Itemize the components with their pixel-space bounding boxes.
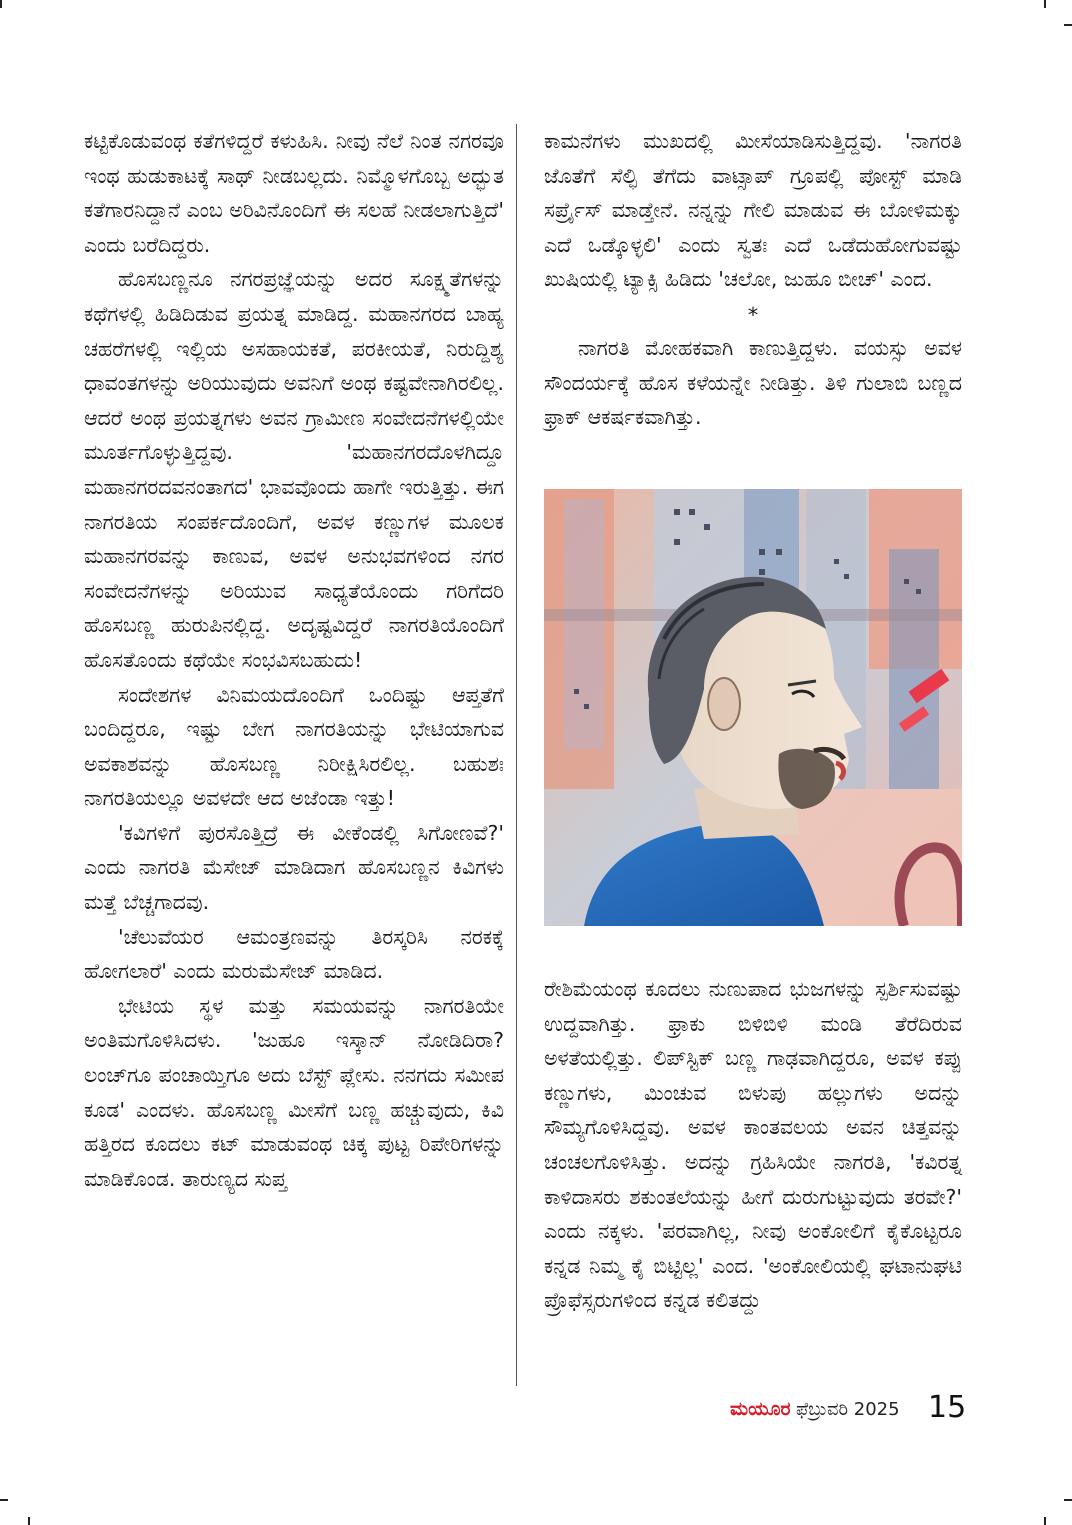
section-separator: * <box>747 302 759 327</box>
crop-mark-bottom-left <box>0 1499 8 1501</box>
crop-mark-bottom-right <box>1064 1499 1072 1501</box>
story-illustration <box>544 489 962 926</box>
paragraph: ನಾಗರತಿ ಮೋಹಕವಾಗಿ ಕಾಣುತ್ತಿದ್ದಳು. ವಯಸ್ಸು ಅವಳ ಸೌಂದರ್ಯಕ್ಕೆ ಹೊಸ ಕಳೆಯನ್ನೇ ನೀಡಿತ್ತು. ತಿಳಿ ಗುಲಾಬಿ ಬಣ್ಣದ ಫ್ರಾಕ್ ಆಕರ್ಷಕವಾಗಿತ್ತು. <box>544 335 962 430</box>
left-column <box>84 124 517 1386</box>
crop-mark-right <box>1064 24 1072 26</box>
issue-date: ಫೆಬ್ರುವರಿ 2025 <box>796 1399 900 1420</box>
crop-mark-top-right <box>1044 0 1046 8</box>
crop-mark-bottom-left-v <box>28 1517 30 1525</box>
paragraph: ಭೇಟಿಯ ಸ್ಥಳ ಮತ್ತು ಸಮಯವನ್ನು ನಾಗರತಿಯೇ ಅಂತಿಮಗೊಳಿಸಿದಳು. 'ಜುಹೂ ಇಸ್ಕಾನ್ ನೋಡಿದಿರಾ? ಲಂಚ್‌ಗೂ ಪಂಚಾಯ್ತಿಗೂ ಅದು ಬೆಸ್ಟ್ ಪ್ಲೇಸು. ನನಗದು ಸಮೀಪ ಕೂಡ' ಎಂದಳು. ಹೊಸಬಣ್ಣ ಮೀಸೆಗೆ ಬಣ್ಣ ಹಚ್ಚುವುದು, ಕಿವಿ ಹತ್ತಿರದ ಕೂದಲು ಕಟ್ ಮಾಡುವಂಥ ಚಿಕ್ಕ ಪುಟ್ಟ ರಿಪೇರಿಗಳನ್ನು ಮಾಡಿಕೊಂಡ. ತಾರುಣ್ಯದ ಸುಪ್ತ <box>84 993 504 1191</box>
paragraph: ಸಂದೇಶಗಳ ವಿನಿಮಯದೊಂದಿಗೆ ಒಂದಿಷ್ಟು ಆಪ್ತತೆಗೆ ಬಂದಿದ್ದರೂ, ಇಷ್ಟು ಬೇಗ ನಾಗರತಿಯನ್ನು ಭೇಟಿಯಾಗುವ ಅವಕಾಶವನ್ನು ಹೊಸಬಣ್ಣ ನಿರೀಕ್ಷಿಸಿರಲಿಲ್ಲ. ಬಹುಶಃ ನಾಗರತಿಯಲ್ಲೂ ಅವಳದೇ ಆದ ಅಜೆಂಡಾ ಇತ್ತು! <box>84 682 504 811</box>
page-number: 15 <box>928 1390 967 1425</box>
paragraph: ರೇಶಿಮೆಯಂಥ ಕೂದಲು ನುಣುಪಾದ ಭುಜಗಳನ್ನು ಸ್ಪರ್ಶಿಸುವಷ್ಟು ಉದ್ದವಾಗಿತ್ತು. ಫ್ರಾಕು ಬಿಳಿಬಿಳಿ ಮಂಡಿ ತೆರೆದಿರುವ ಅಳತೆಯಲ್ಲಿತ್ತು. ಲಿಪ್‌ಸ್ಟಿಕ್ ಬಣ್ಣ ಗಾಢವಾಗಿದ್ದರೂ, ಅವಳ ಕಪ್ಪು ಕಣ್ಣುಗಳು, ಮಿಂಚುವ ಬಿಳುಪು ಹಲ್ಲುಗಳು ಅದನ್ನು ಸೌಮ್ಯಗೊಳಿಸಿದ್ದವು. ಅವಳ ಕಾಂತವಲಯ ಅವನ ಚಿತ್ತವನ್ನು ಚಂಚಲಗೊಳಿಸಿತ್ತು. ಅದನ್ನು ಗ್ರಹಿಸಿಯೇ ನಾಗರತಿ, 'ಕವಿರತ್ನ ಕಾಳಿದಾಸರು ಶಕುಂತಲೆಯನ್ನು ಹೀಗೆ ದುರುಗುಟ್ಟುವುದು ತರವೇ?' ಎಂದು ನಕ್ಕಳು. 'ಪರವಾಗಿಲ್ಲ, ನೀವು ಅಂಕೋಲಿಗೆ ಕೈಕೊಟ್ಟರೂ ಕನ್ನಡ ನಿಮ್ಮ ಕೈ ಬಿಟ್ಟಿಲ್ಲ' ಎಂದ. 'ಅಂಕೋಲಿಯಲ್ಲಿ ಘಟಾನುಘಟಿ ಪ್ರೊಫೆಸ್ಸರುಗಳಿಂದ ಕನ್ನಡ ಕಲಿತದ್ದು <box>544 977 962 1313</box>
page-footer <box>730 1388 970 1428</box>
paragraph: ಕಟ್ಟಿಕೊಡುವಂಥ ಕತೆಗಳಿದ್ದರೆ ಕಳುಹಿಸಿ. ನೀವು ನೆಲೆ ನಿಂತ ನಗರವೂ ಇಂಥ ಹುಡುಕಾಟಕ್ಕೆ ಸಾಥ್ ನೀಡಬಲ್ಲದು. ನಿಮ್ಮೊಳಗೊಬ್ಬ ಅದ್ಭುತ ಕತೆಗಾರನಿದ್ದಾನೆ ಎಂಬ ಅರಿವಿನೊಂದಿಗೆ ಈ ಸಲಹೆ ನೀಡಲಾಗುತ್ತಿದೆ' ಎಂದು ಬರೆದಿದ್ದರು. <box>84 129 504 257</box>
magazine-logo: ಮಯೂರ <box>730 1398 791 1420</box>
paragraph: ಕಾಮನೆಗಳು ಮುಖದಲ್ಲಿ ಮೀಸೆಯಾಡಿಸುತ್ತಿದ್ದವು. 'ನಾಗರತಿ ಜೊತೆಗೆ ಸೆಲ್ಫಿ ತೆಗೆದು ವಾಟ್ಸಾಪ್ ಗ್ರೂಪಲ್ಲಿ ಪೋಸ್ಟ್ ಮಾಡಿ ಸರ್ಪ್ರೈಸ್ ಮಾಡ್ತೇನೆ. ನನ್ನನ್ನು ಗೇಲಿ ಮಾಡುವ ಈ ಬೋಳಿಮಕ್ಕು ಎದೆ ಒಡ್ಕೊಳ್ಳಲಿ' ಎಂದು ಸ್ವತಃ ಎದೆ ಒಡೆದುಹೋಗುವಷ್ಟು ಖುಷಿಯಲ್ಲಿ ಟ್ಯಾಕ್ಸಿ ಹಿಡಿದು 'ಚಲೋ, ಜುಹೂ ಬೀಚ್' ಎಂದ. <box>544 129 962 292</box>
paragraph: 'ಚೆಲುವೆಯರ ಆಮಂತ್ರಣವನ್ನು ತಿರಸ್ಕರಿಸಿ ನರಕಕ್ಕೆ ಹೋಗಲಾರೆ' ಎಂದು ಮರುಮೆಸೇಜ್ ಮಾಡಿದ. <box>84 924 504 984</box>
paragraph: ಹೊಸಬಣ್ಣನೂ ನಗರಪ್ರಜ್ಞೆಯನ್ನು ಅದರ ಸೂಕ್ಷ್ಮತೆಗಳನ್ನು ಕಥೆಗಳಲ್ಲಿ ಹಿಡಿದಿಡುವ ಪ್ರಯತ್ನ ಮಾಡಿದ್ದ. ಮಹಾನಗರದ ಬಾಹ್ಯ ಚಹರೆಗಳಲ್ಲಿ ಇಲ್ಲಿಯ ಅಸಹಾಯಕತೆ, ಪರಕೀಯತೆ, ನಿರುದ್ದಿಶ್ಯ ಧಾವಂತಗಳನ್ನು ಅರಿಯುವುದು ಅವನಿಗೆ ಅಂಥ ಕಷ್ಟವೇನಾಗಿರಲಿಲ್ಲ. ಆದರೆ ಅಂಥ ಪ್ರಯತ್ನಗಳು ಅವನ ಗ್ರಾಮೀಣ ಸಂವೇದನೆಗಳಲ್ಲಿಯೇ ಮೂರ್ತಗೊಳ್ಳುತ್ತಿದ್ದವು. 'ಮಹಾನಗರದೊಳಗಿದ್ದೂ ಮಹಾನಗರದವನಂತಾಗದ' ಭಾವವೊಂದು ಹಾಗೇ ಇರುತ್ತಿತ್ತು. ಈಗ ನಾಗರತಿಯ ಸಂಪರ್ಕದೊಂದಿಗೆ, ಅವಳ ಕಣ್ಣುಗಳ ಮೂಲಕ ಮಹಾನಗರವನ್ನು ಕಾಣುವ, ಅವಳ ಅನುಭವಗಳಿಂದ ನಗರ ಸಂವೇದನೆಗಳನ್ನು ಅರಿಯುವ ಸಾಧ್ಯತೆಯೊಂದು ಗರಿಗೆದರಿ ಹೊಸಬಣ್ಣ ಹುರುಪಿನಲ್ಲಿದ್ದ. ಅದೃಷ್ಟವಿದ್ದರೆ ನಾಗರತಿಯೊಂದಿಗೆ ಹೊಸತೊಂದು ಕಥೆಯೇ ಸಂಭವಿಸಬಹುದು! <box>84 267 504 672</box>
crop-mark-bottom-right-v <box>1044 1517 1046 1525</box>
crop-mark-top-left <box>0 0 2 8</box>
paragraph: 'ಕವಿಗಳಿಗೆ ಪುರಸೊತ್ತಿದ್ರೆ ಈ ವೀಕೆಂಡಲ್ಲಿ ಸಿಗೋಣವೆ?' ಎಂದು ನಾಗರತಿ ಮೆಸೇಜ್ ಮಾಡಿದಾಗ ಹೊಸಬಣ್ಣನ ಕಿವಿಗಳು ಮತ್ತೆ ಬೆಚ್ಚಗಾದವು. <box>84 820 504 915</box>
right-column-bottom <box>544 972 962 1318</box>
right-column-top <box>544 124 962 435</box>
